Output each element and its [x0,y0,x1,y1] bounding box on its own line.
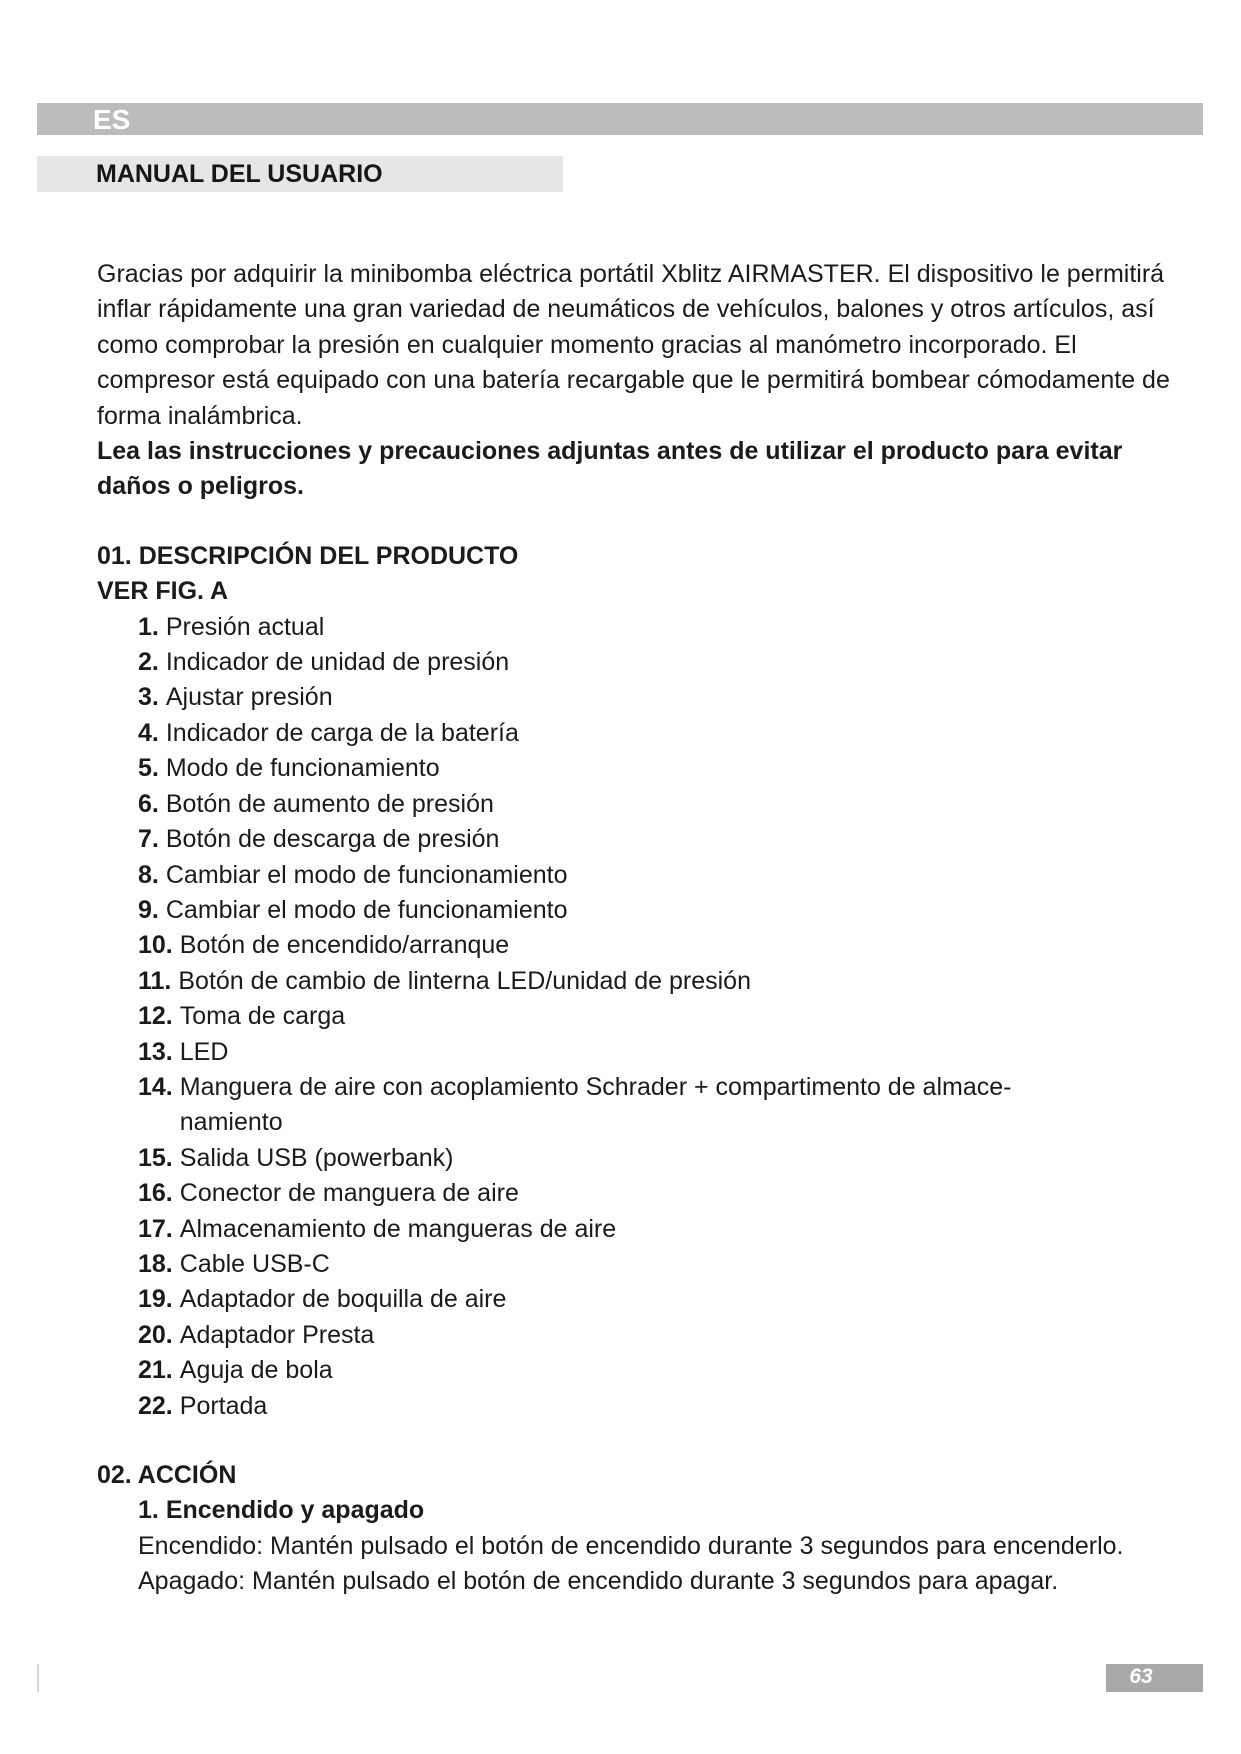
item-number: 22. [138,1391,173,1420]
item-number: 20. [138,1320,173,1349]
subsection-number: 1. [138,1496,159,1525]
power-on-text: Encendido: Mantén pulsado el botón de encendido durante 3 segundos para encenderlo. [138,1531,1124,1560]
item-text: Manguera de aire con acoplamiento Schrader + compartimento de almace-namiento [179,1072,1012,1137]
language-bar [37,103,1203,135]
item-number: 10. [138,931,173,960]
subsection-title [138,1493,1177,1528]
list-item [138,751,1177,786]
intro-paragraph: Gracias por adquirir la minibomba eléctrica portátil Xblitz AIRMASTER. El dispositivo le permitirá inflar rápidamente una gran variedad de neumáticos de vehículos, balones y otros artículos, así como comprobar la presión en cualquier momento gracias al manómetro incorporado. El compresor está equipado con una batería recargable que le permitirá bombear cómodamente de forma inalámbrica. [97,260,1170,430]
list-item [138,610,1177,645]
item-number: 21. [138,1356,173,1385]
item-number: 3. [138,683,159,712]
item-text: Botón de descarga de presión [165,825,500,854]
item-number: 8. [138,860,159,889]
item-number: 6. [138,789,159,818]
item-text: Cambiar el modo de funcionamiento [165,895,568,924]
item-text: Botón de aumento de presión [165,789,494,818]
list-item [138,1389,1177,1424]
item-text: Modo de funcionamiento [165,754,440,783]
item-text: Almacenamiento de mangueras de aire [179,1214,617,1243]
list-item [138,1247,1177,1282]
item-text: Ajustar presión [165,683,333,712]
list-item [138,964,1177,999]
language-code: ES [93,104,131,135]
item-number: 14. [138,1072,173,1101]
list-item [138,858,1177,893]
power-off-text: Apagado: Mantén pulsado el botón de encendido durante 3 segundos para apagar. [138,1567,1059,1596]
item-number: 19. [138,1285,173,1314]
item-text: Botón de cambio de linterna LED/unidad de presión [178,966,751,995]
item-text: Botón de encendido/arranque [179,931,510,960]
list-item [138,928,1177,963]
subsection-label: Encendido y apagado [165,1496,425,1525]
manual-title: MANUAL DEL USUARIO [96,160,383,188]
list-item [138,1070,1177,1141]
item-text: Portada [179,1391,268,1420]
list-item [138,1318,1177,1353]
list-item [138,1212,1177,1247]
manual-title-bar [37,156,563,192]
item-number: 17. [138,1214,173,1243]
item-number: 4. [138,718,159,747]
footer-rule [37,1664,39,1692]
page-number: 63 [1129,1665,1153,1688]
list-item [138,1141,1177,1176]
list-item [138,1176,1177,1211]
intro-warning: Lea las instrucciones y precauciones adjuntas antes de utilizar el producto para evitar daños o peligros. [97,437,1123,501]
item-text: Aguja de bola [179,1356,333,1385]
item-text: Indicador de unidad de presión [165,648,510,677]
item-number: 7. [138,825,159,854]
item-text: Salida USB (powerbank) [179,1143,454,1172]
item-number: 1. [138,612,159,641]
list-item [138,822,1177,857]
item-text: Adaptador Presta [179,1320,375,1349]
list-item [138,1035,1177,1070]
section-subtitle-figure: VER FIG. A [97,577,229,606]
item-text: Cambiar el modo de funcionamiento [165,860,568,889]
page-content [97,257,1177,1600]
parts-list [138,610,1177,1424]
item-number: 13. [138,1037,173,1066]
item-text: Toma de carga [179,1002,346,1031]
section-title-action: 02. ACCIÓN [97,1461,237,1489]
item-number: 12. [138,1002,173,1031]
item-number: 9. [138,895,159,924]
item-text: Adaptador de boquilla de aire [179,1285,507,1314]
list-item [138,999,1177,1034]
item-text: Cable USB-C [179,1249,330,1278]
item-number: 5. [138,754,159,783]
item-number: 16. [138,1179,173,1208]
list-item [138,1282,1177,1317]
item-number: 11. [138,966,172,995]
list-item [138,680,1177,715]
list-item [138,787,1177,822]
list-item [138,645,1177,680]
item-number: 18. [138,1249,173,1278]
list-item [138,1353,1177,1388]
item-text: Conector de manguera de aire [179,1179,519,1208]
page-number-box [1106,1664,1203,1692]
list-item [138,893,1177,928]
item-number: 15. [138,1143,173,1172]
section-title-description: 01. DESCRIPCIÓN DEL PRODUCTO [97,541,519,570]
list-item [138,716,1177,751]
item-text: Presión actual [165,612,325,641]
item-number: 2. [138,648,159,677]
item-text: Indicador de carga de la batería [165,718,519,747]
subsection-power [138,1493,1177,1599]
item-text: LED [179,1037,229,1066]
